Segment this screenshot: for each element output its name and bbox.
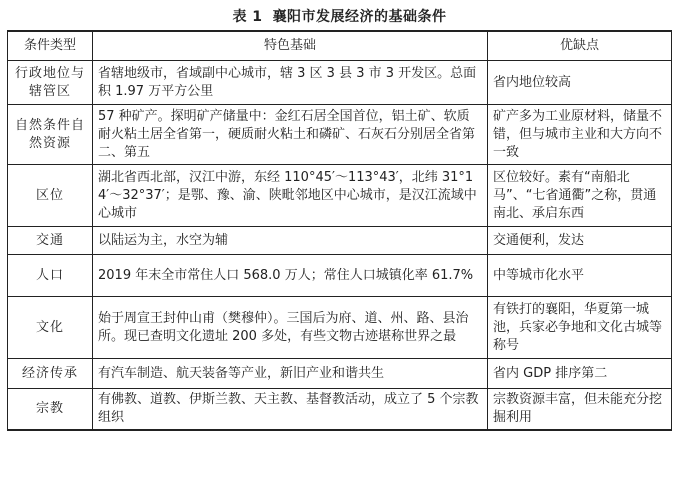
cell-feature: 2019 年末全市常住人口 568.0 万人；常住人口城镇化率 61.7% [93,255,488,297]
cell-eval: 有铁打的襄阳，华夏第一城池，兵家必争地和文化古城等称号 [488,297,672,359]
cell-type: 行政地位与辖管区 [8,61,93,105]
cell-eval: 省内 GDP 排序第二 [488,359,672,389]
cell-feature: 有佛教、道教、伊斯兰教、天主教、基督教活动，成立了 5 个宗教组织 [93,389,488,431]
cell-eval: 宗教资源丰富，但未能充分挖掘利用 [488,389,672,431]
cell-type: 区位 [8,165,93,227]
cell-feature: 有汽车制造、航天装备等产业，新旧产业和谐共生 [93,359,488,389]
cell-feature: 省辖地级市，省域副中心城市，辖 3 区 3 县 3 市 3 开发区。总面积 1.97 万平方公里 [93,61,488,105]
table-row [8,227,672,255]
header-eval: 优缺点 [488,31,672,61]
table-caption [0,6,679,26]
table-row [8,255,672,297]
table-title: 襄阳市发展经济的基础条件 [272,9,447,25]
cell-eval: 矿产多为工业原材料，储量不错，但与城市主业和大方向不一致 [488,105,672,165]
table-row [8,105,672,165]
cell-type: 交通 [8,227,93,255]
cell-eval: 省内地位较高 [488,61,672,105]
table-row [8,359,672,389]
cell-eval: 中等城市化水平 [488,255,672,297]
table-row [8,297,672,359]
cell-type: 自然条件自然资源 [8,105,93,165]
table-header-row [8,31,672,61]
cell-type: 经济传承 [8,359,93,389]
cell-type: 人口 [8,255,93,297]
cell-feature: 以陆运为主，水空为辅 [93,227,488,255]
table-row [8,389,672,431]
cell-feature: 始于周宣王封仲山甫（樊穆仲）。三国后为府、道、州、路、县治所。现已查明文化遗址 200 多处，有些文物古迹堪称世界之最 [93,297,488,359]
conditions-table [7,30,672,431]
table-row [8,61,672,105]
cell-eval: 区位较好。素有“南船北马”、“七省通衢”之称，贯通南北、承启东西 [488,165,672,227]
cell-feature: 湖北省西北部，汉江中游，东经 110°45′～113°43′，北纬 31°14′～32°37′；是鄂、豫、渝、陕毗邻地区中心城市，是汉江流域中心城市 [93,165,488,227]
header-feature: 特色基础 [93,31,488,61]
header-type: 条件类型 [8,31,93,61]
table-row [8,165,672,227]
cell-eval: 交通便利，发达 [488,227,672,255]
cell-type: 文化 [8,297,93,359]
cell-feature: 57 种矿产。探明矿产储量中：金红石居全国首位，铝土矿、软质耐火粘土居全省第一，硬质耐火粘土和磷矿、石灰石分别居全省第二、第五 [93,105,488,165]
table-number: 表 1 [232,9,263,25]
cell-type: 宗教 [8,389,93,431]
